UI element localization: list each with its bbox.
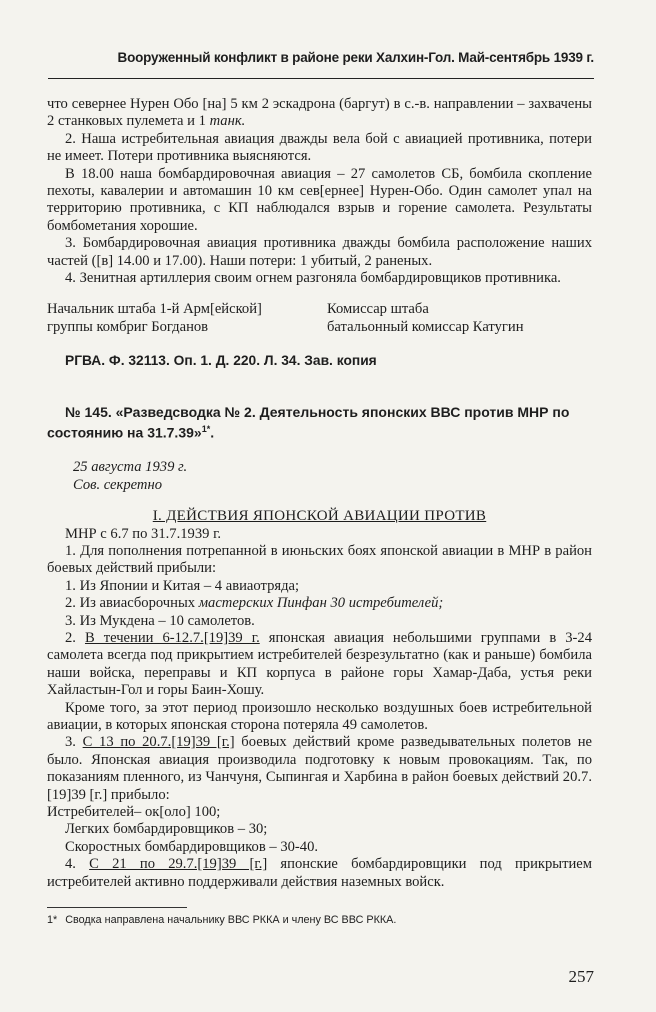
page-body — [47, 96, 592, 891]
list-item: Легких бомбардировщиков – 30; — [65, 821, 268, 838]
archive-reference: РГВА. Ф. 32113. Оп. 1. Д. 220. Л. 34. Зав. копия — [65, 353, 377, 369]
secrecy-stamp: Сов. секретно — [73, 476, 163, 493]
signer-left-name: группы комбриг Богданов — [47, 318, 209, 335]
doc145-paragraph-2: 2. В течении 6-12.7.[19]39 г. японская авиация небольшими группами в 3-24 самолета всегда под прикрытием истребителей безрезультатно (как и раньше) бомбила наши войска, переправы и КП корпуса в районе горы Хамар-Даба, устья реки Хайластын-Гол и горы Баин-Хошу. — [47, 630, 592, 699]
signature-block — [47, 301, 592, 336]
signer-left-title: Начальник штаба 1-й Арм[ейской] — [47, 301, 262, 318]
document-meta — [73, 459, 592, 494]
list-item: 2. Из авиасборочных мастерских Пинфан 30 истребителей; — [65, 595, 444, 612]
doc144-paragraph-1: что севернее Нурен Обо [на] 5 км 2 эскадрона (баргут) в с.-в. направлении – захвачены 2 станковых пулемета и 1 танк. — [47, 96, 592, 130]
doc145-paragraph-4: 3. С 13 по 20.7.[19]39 [г.] боевых действий кроме разведывательных полетов не было. Японская авиация производила подготовку к новым провокациям. Так, по показаниям пленного, из Чанчуня, Сыпингая и Харбина в район боевых действий 20.7.[19]39 [г.] прибыло: — [47, 734, 593, 803]
section-title: I. ДЕЙСТВИЯ ЯПОНСКОЙ АВИАЦИИ ПРОТИВ — [152, 508, 487, 525]
list-item: Истребителей– ок[оло] 100; — [47, 804, 221, 821]
doc144-paragraph-5: 4. Зенитная артиллерия своим огнем разгоняла бомбардировщиков противника. — [65, 270, 561, 287]
document-title: № 145. «Разведсводка № 2. Деятельность японских ВВС против МНР по состоянию на 31.7.39»$^{1*}$. — [47, 403, 570, 441]
list-item: Скоростных бомбардировщиков – 30-40. — [65, 838, 319, 855]
footnote — [47, 914, 592, 926]
signer-right-name: батальонный комиссар Катугин — [327, 318, 524, 335]
document-date: 25 августа 1939 г. — [73, 459, 188, 476]
section-subtitle: МНР с 6.7 по 31.7.1939 г. — [65, 525, 222, 542]
footnote-mark: 1* — [47, 914, 58, 926]
doc144-paragraph-2: 2. Наша истребительная авиация дважды вела бой с авиацией противника, потери не имеет. Потери противника выясняются. — [47, 130, 592, 165]
doc144-paragraph-4: 3. Бомбардировочная авиация противника дважды бомбила расположение наших частей ([в] 14.00 и 17.00). Наши потери: 1 убитый, 2 раненых. — [47, 235, 592, 269]
list-item: 3. Из Мукдена – 10 самолетов. — [65, 612, 255, 629]
header-divider — [48, 78, 594, 79]
footnote-ref[interactable]: 1* — [201, 423, 211, 434]
list-item: 1. Из Японии и Китая – 4 авиаотряда; — [65, 577, 300, 594]
doc145-paragraph-3: Кроме того, за этот период произошло несколько воздушных боев истребительной авиации, в которых японская сторона потеряла 49 самолетов. — [47, 699, 592, 734]
running-header: Вооруженный конфликт в районе реки Халхин-Гол. Май-сентябрь 1939 г. — [117, 50, 594, 65]
doc145-paragraph-1: 1. Для пополнения потрепанной в июньских боях японской авиации в МНР в район боевых действий прибыли: — [47, 542, 592, 577]
page-number: 257 — [568, 967, 594, 986]
footnote-divider — [47, 907, 187, 908]
signer-right-title: Комиссар штаба — [327, 301, 429, 318]
doc144-paragraph-3: В 18.00 наша бомбардировочная авиация – 27 самолетов СБ, бомбила скопление пехоты, кавалерии и автомашин 10 км сев[ернее] Нурен-Обо. Один самолет упал на территорию противника, с КП наблюдался взрыв и горение самолета. Результаты бомбометания хорошие. — [47, 165, 592, 234]
doc145-paragraph-5: 4. С 21 по 29.7.[19]39 [г.] японские бомбардировщики под прикрытием истребителей активно поддерживали действия наземных войск. — [47, 856, 592, 890]
footnote-text: Сводка направлена начальнику ВВС РККА и члену ВС ВВС РККА. — [65, 914, 397, 926]
